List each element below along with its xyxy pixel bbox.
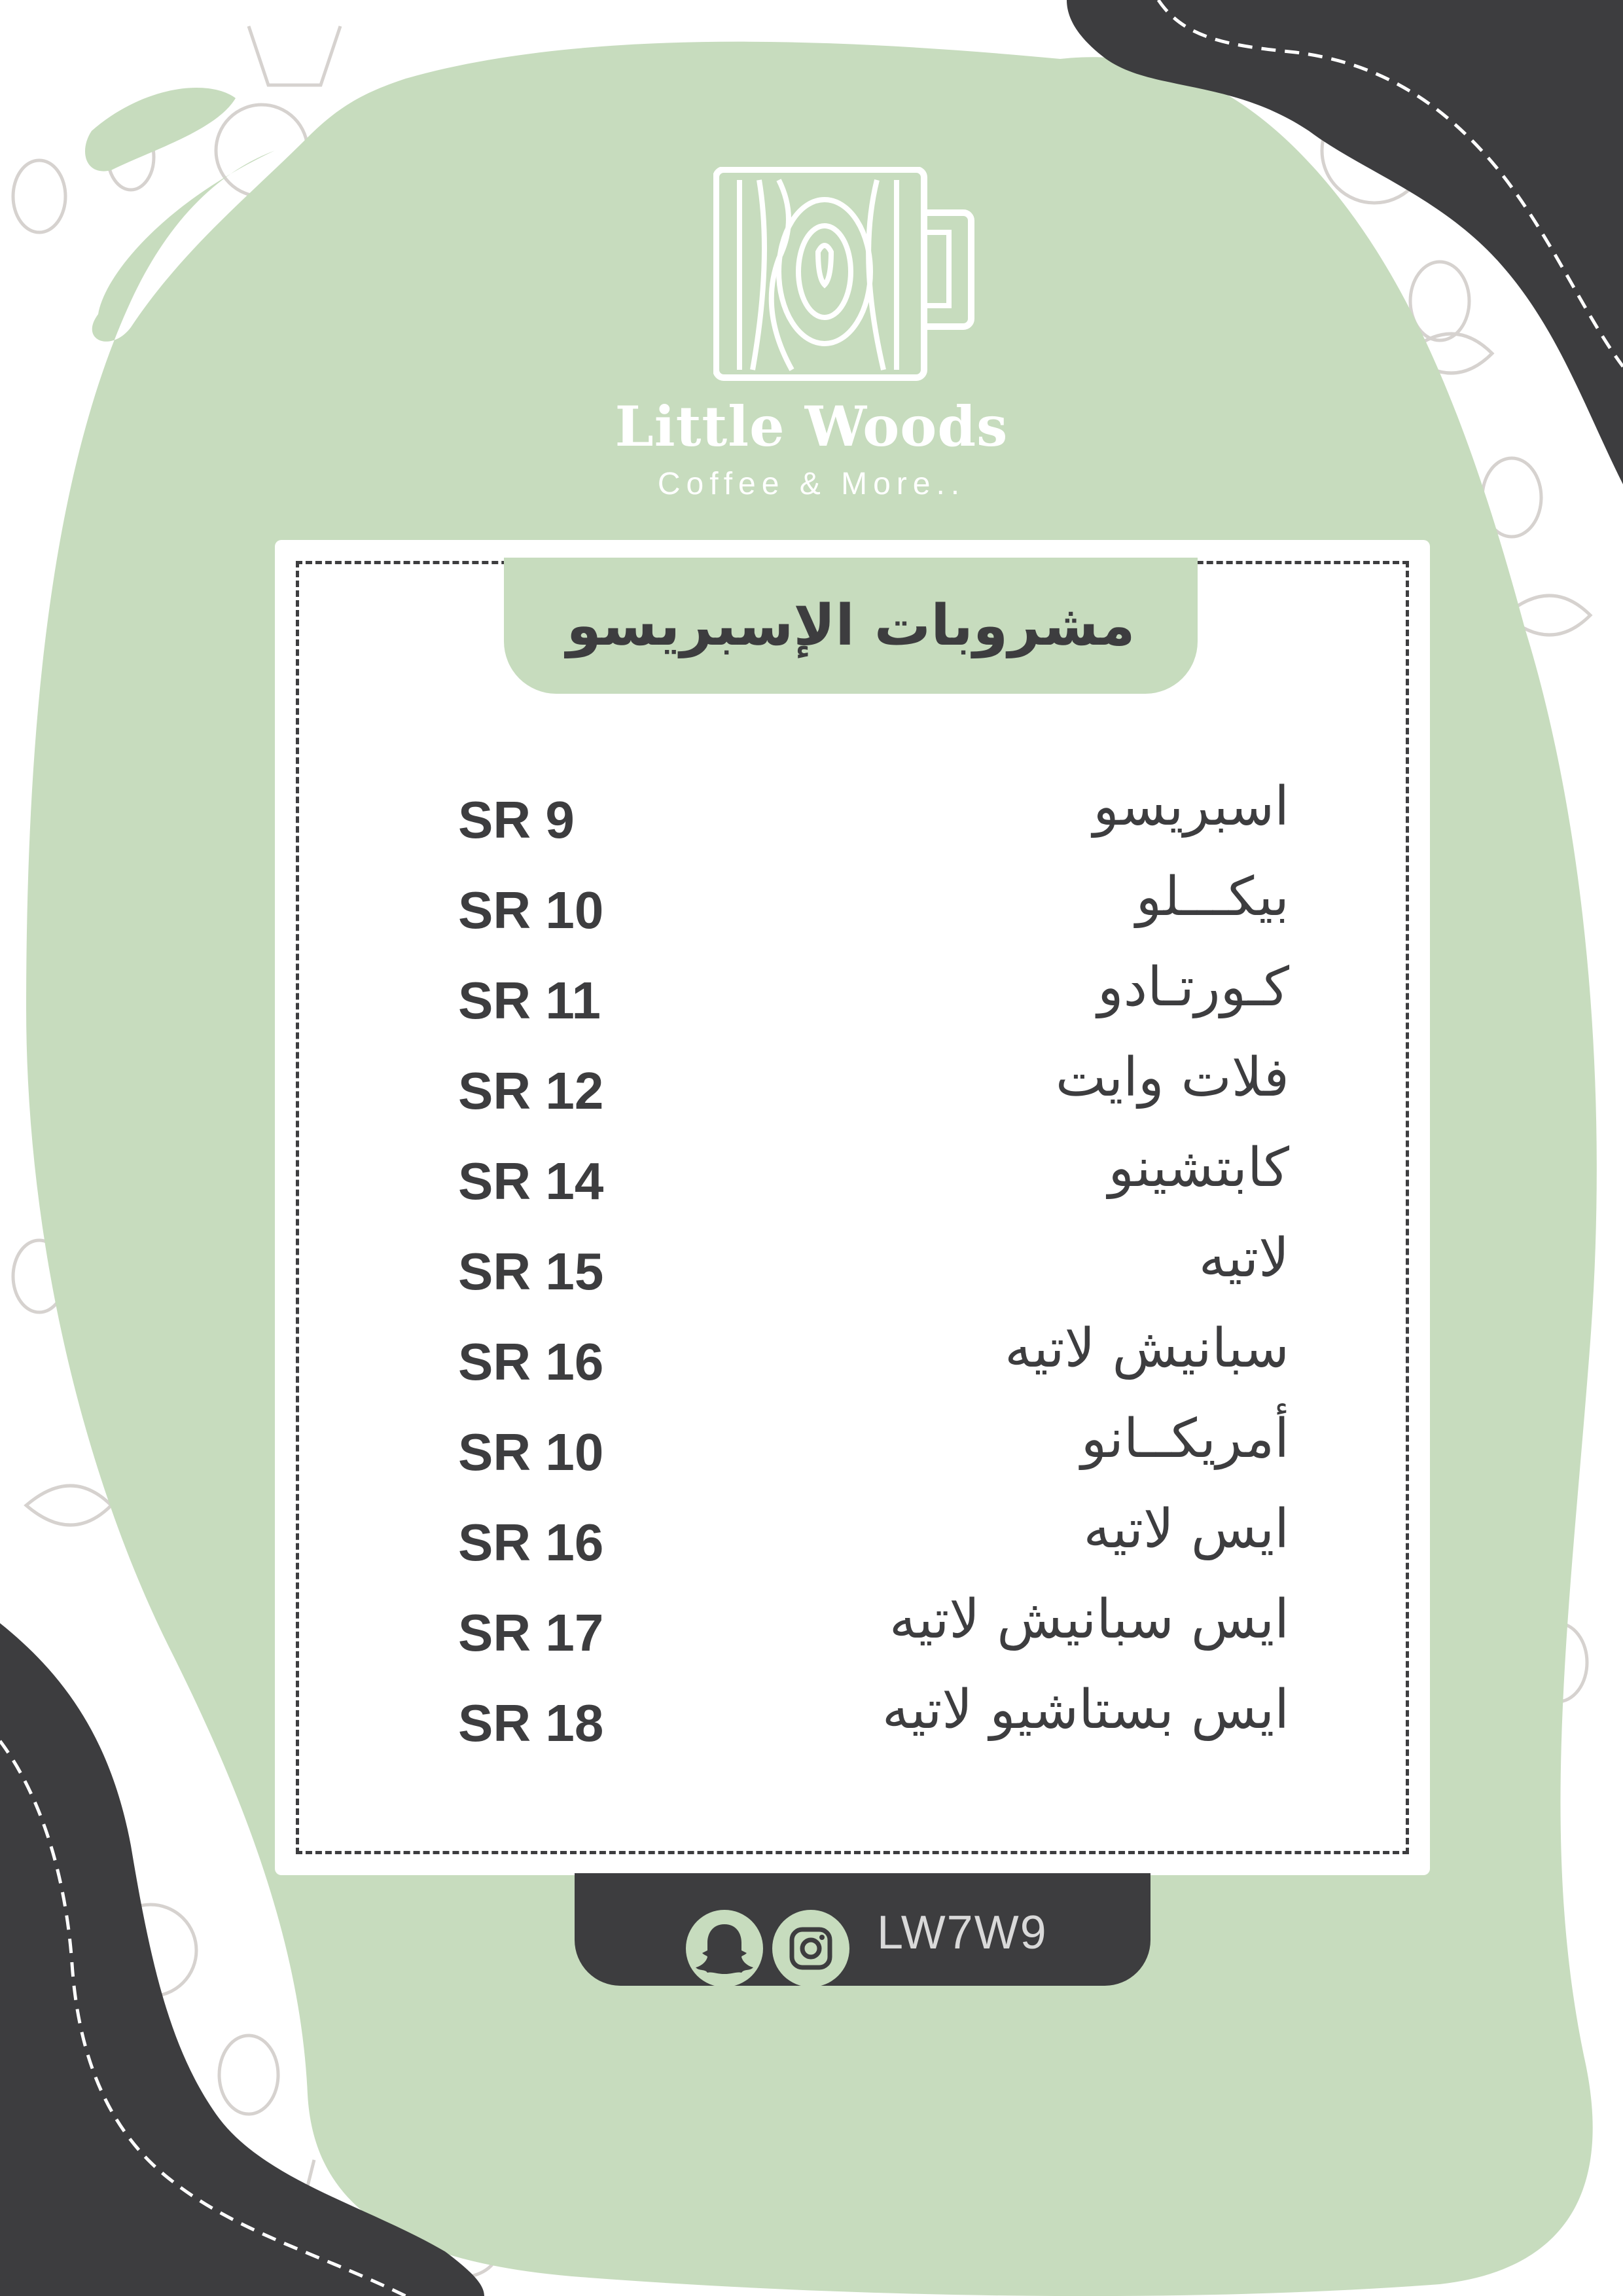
menu-item-name: سبانيش لاتيه — [1005, 1318, 1289, 1380]
menu-item-price: SR 12 — [458, 1062, 604, 1120]
menu-item-price: SR 10 — [458, 881, 604, 939]
section-header — [504, 558, 1198, 694]
menu-item — [458, 1408, 1289, 1498]
menu-item-name: ايس سبانيش لاتيه — [889, 1588, 1289, 1651]
menu-item-name: ايس بستاشيو لاتيه — [882, 1679, 1289, 1741]
menu-item — [458, 866, 1289, 956]
menu-item-name: كـورتـادو — [1097, 956, 1289, 1018]
menu-item — [458, 776, 1289, 866]
menu-item-name: اسبريسو — [1093, 776, 1289, 838]
menu-item-name: كابتشينو — [1108, 1137, 1289, 1199]
menu-item-price: SR 9 — [458, 791, 575, 849]
menu-item-name: لاتيه — [1198, 1227, 1289, 1289]
menu-item-price: SR 15 — [458, 1242, 604, 1300]
menu-item-price: SR 16 — [458, 1513, 604, 1571]
social-handle[interactable]: LW7W9 — [877, 1907, 1048, 1959]
menu-item-name: أمريكــانو — [1080, 1408, 1289, 1470]
menu-item — [458, 1137, 1289, 1227]
brand-tagline: Coffee & More.. — [657, 467, 966, 501]
menu-item-price: SR 11 — [458, 971, 601, 1030]
wooden-mug-logo-icon — [713, 167, 975, 383]
menu-item — [458, 1227, 1289, 1318]
menu-item — [458, 1679, 1289, 1769]
menu-list — [458, 776, 1289, 1769]
menu-item — [458, 1498, 1289, 1588]
menu-item-price: SR 18 — [458, 1694, 604, 1752]
snapchat-icon[interactable] — [686, 1910, 763, 1987]
section-title: مشروبات الإسبريسو — [566, 593, 1135, 658]
menu-item-price: SR 16 — [458, 1333, 604, 1391]
menu-item — [458, 956, 1289, 1047]
menu-item-name: بيكـــلو — [1135, 866, 1289, 928]
menu-item — [458, 1318, 1289, 1408]
menu-item-name: فلات وايت — [1055, 1047, 1289, 1109]
menu-item-price: SR 10 — [458, 1423, 604, 1481]
menu-item-price: SR 14 — [458, 1152, 604, 1210]
instagram-icon[interactable] — [772, 1910, 849, 1987]
social-bar — [575, 1873, 1150, 1986]
menu-item — [458, 1588, 1289, 1679]
menu-item — [458, 1047, 1289, 1137]
brand-name: Little Woods — [615, 394, 1008, 459]
menu-item-price: SR 17 — [458, 1604, 604, 1662]
menu-item-name: ايس لاتيه — [1083, 1498, 1289, 1560]
